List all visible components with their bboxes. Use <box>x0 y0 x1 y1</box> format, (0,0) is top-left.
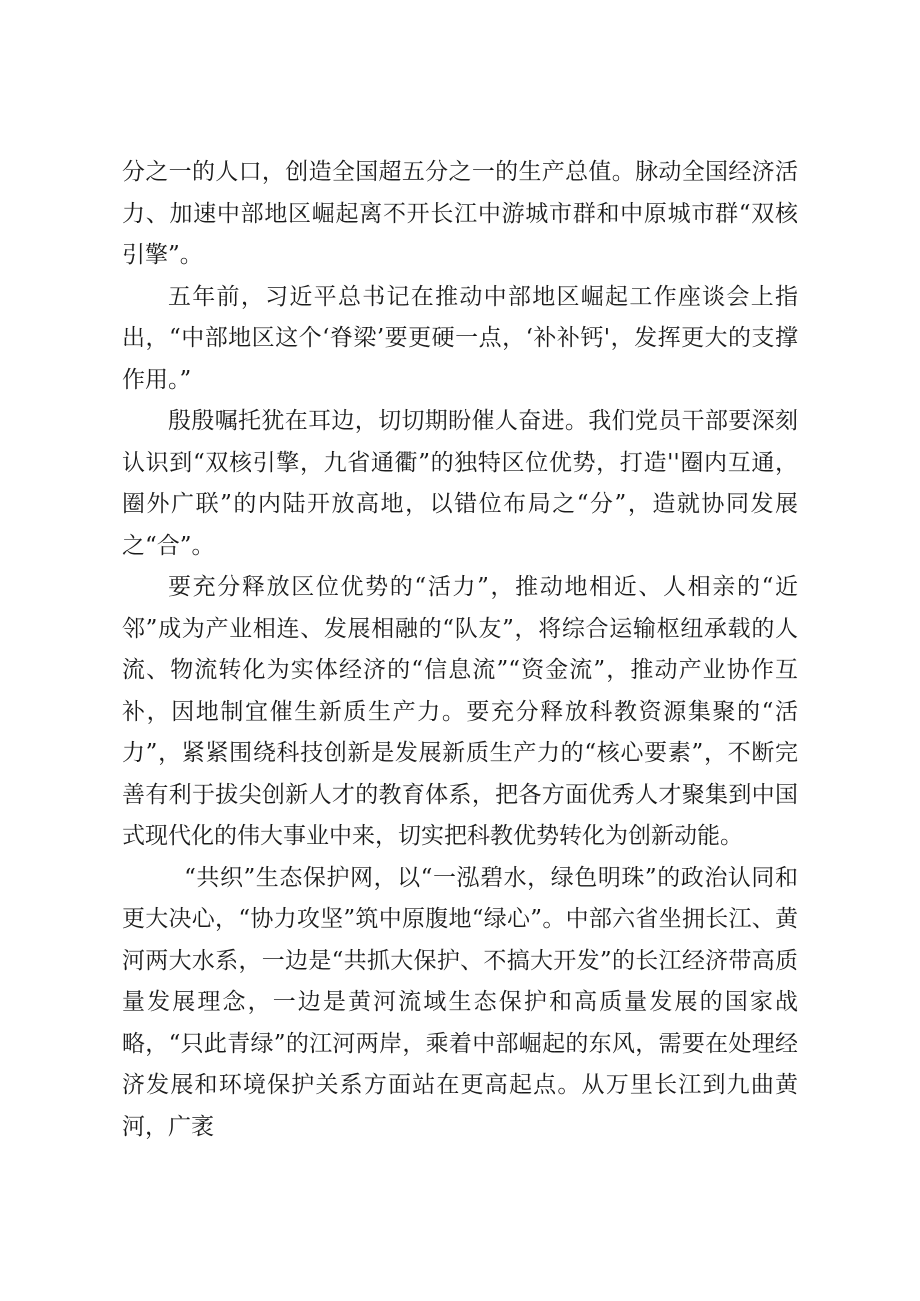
paragraph-1: 分之一的人口，创造全国超五分之一的生产总值。脉动全国经济活力、加速中部地区崛起离不开长江中游城市群和中原城市群“双核引擎”。 <box>122 159 798 268</box>
paragraph-5: “共织”生态保护网，以“一泓碧水，绿色明珠”的政治认同和更大决心，“协力攻坚”筑中原腹地“绿心”。中部六省坐拥长江、黄河两大水系，一边是“共抓大保护、不搞大开发”的长江经济带高质量发展理念，一边是黄河流域生态保护和高质量发展的国家战略，“只此青绿”的江河两岸，乘着中部崛起的东风，需要在处理经济发展和环境保护关系方面站在更高起点。从万里长江到九曲黄河，广袤 <box>122 864 798 1140</box>
paragraph-4: 要充分释放区位优势的“活力”，推动地相近、人相亲的“近邻”成为产业相连、发展相融的“队友”，将综合运输枢纽承载的人流、物流转化为实体经济的“信息流”“资金流”，推动产业协作互补，因地制宜催生新质生产力。要充分释放科教资源集聚的“活力”，紧紧围绕科技创新是发展新质生产力的“核心要素”，不断完善有利于拔尖创新人才的教育体系，把各方面优秀人才聚集到中国式现代化的伟大事业中来，切实把科教优势转化为创新动能。 <box>122 574 798 849</box>
document-body <box>122 152 798 1148</box>
paragraph-3: 殷殷嘱托犹在耳边，切切期盼催人奋进。我们党员干部要深刻认识到“双核引擎，九省通衢”的独特区位优势，打造''圈内互通，圈外广联”的内陆开放高地，以错位布局之“分”，造就协同发展之“合”。 <box>122 408 798 559</box>
paragraph-2: 五年前，习近平总书记在推动中部地区崛起工作座谈会上指出，“中部地区这个‘脊梁’要更硬一点，‘补补钙'，发挥更大的支撑作用。” <box>122 283 798 393</box>
